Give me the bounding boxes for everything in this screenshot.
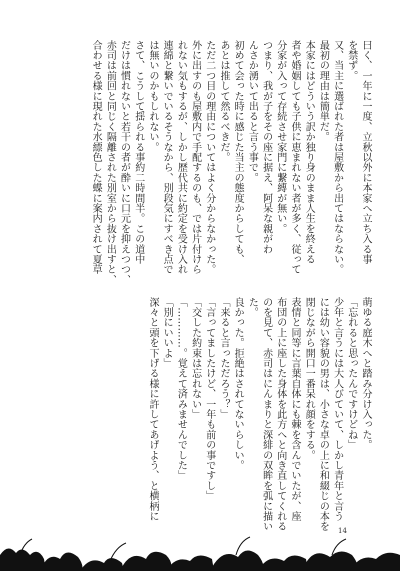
text-column: を禁ず。 (345, 40, 357, 81)
text-column: 「…………。覚えて済みませんでした」 (175, 297, 187, 481)
text-column: 又、当主に選ばれた者は屋敷から出てはならない。 (331, 40, 343, 275)
upper-text-block (88, 40, 372, 290)
text-column: つまり、我が子をその座に据え、阿呆な親がわ (260, 40, 272, 255)
text-column: 曰く、一年に一度、立秋以外に本家へ立ち入る事 (360, 40, 371, 265)
text-column: 合わせる様に現れた水縹色した蝶に案内されて夏草 (90, 40, 102, 275)
text-column: 「言ってましたけど、一年も前の事ですし」 (203, 297, 215, 501)
text-column: 本家にはどういう訳か独り身のまま人生を終える (303, 40, 315, 265)
lower-text-block (145, 297, 372, 537)
text-column: 萌ゆる庭木へと踏み分け入った。 (360, 297, 371, 450)
text-column: た。 (246, 297, 258, 318)
text-column: 外に出すのも屋敷内で手配するのも、では片付けら (189, 40, 201, 275)
text-column: ただ二つ目の理由についてはよく分からなかった。 (203, 40, 215, 275)
text-column: 「忘れると思ったんですけどね」 (345, 297, 357, 450)
text-column: のを見て、赤司はにんまりと深緋の双眸を弧に描い (260, 297, 272, 532)
text-column: 「別にいいよ」 (161, 297, 173, 369)
text-column: だけは慣れないと若干の者が酔いに口元を抑えつつ、 (118, 40, 130, 285)
text-column: 良かった。拒絶はされてないらしい。 (232, 297, 244, 471)
text-column: 閉じながら開口一番呆れ顔をする。 (303, 297, 315, 461)
text-column: には幼い容貌の男は、小さな卓の上に和綴じの本を (317, 297, 329, 532)
text-column: 「交した約束は忘れない」 (189, 297, 201, 420)
text-column: あとは推して然るべきだ。 (217, 40, 229, 163)
text-column: 初めて会った時に感じた当主の態度からしても、 (232, 40, 244, 265)
text-column: 連綿と繋いでいるそうなから、別段気にすべき点で (161, 40, 173, 275)
text-column: 布団の上に座した身体を此方へと向き直してくれる (274, 297, 286, 532)
text-column: 表情と同等に言葉自体にも棘を含んでいたが、座 (288, 297, 300, 522)
text-column: 最初の理由は簡単だ。 (317, 40, 329, 142)
text-column: れない気もするが、しかし歴代共に約定を受け入れ (175, 40, 187, 275)
text-column: さて、こうして揺られる事約二時間半。この道中 (132, 40, 144, 265)
text-column: 者や婚姻しても子供に恵まれない者が多く、従って (288, 40, 300, 275)
page-number: 14 (338, 527, 347, 535)
text-column: 赤司は前回と同じく隔離された別室から抜け出すと、 (104, 40, 116, 285)
text-column: 「来ると言っただろう？」 (217, 297, 229, 420)
text-column: 深々と頭を下げる様に許してあげよう、と横柄に (146, 297, 158, 522)
text-column: 分家が入って存続させ家門に繋縛が無い。 (274, 40, 286, 234)
text-column: 少年と言うには大人びていて、しかし青年と言う (331, 297, 343, 522)
text-column: は無いのかもしれない。 (146, 40, 158, 153)
ivy-leaves-decoration (0, 525, 400, 571)
text-column: んさか湧いて出ると言う事で。 (246, 40, 258, 183)
